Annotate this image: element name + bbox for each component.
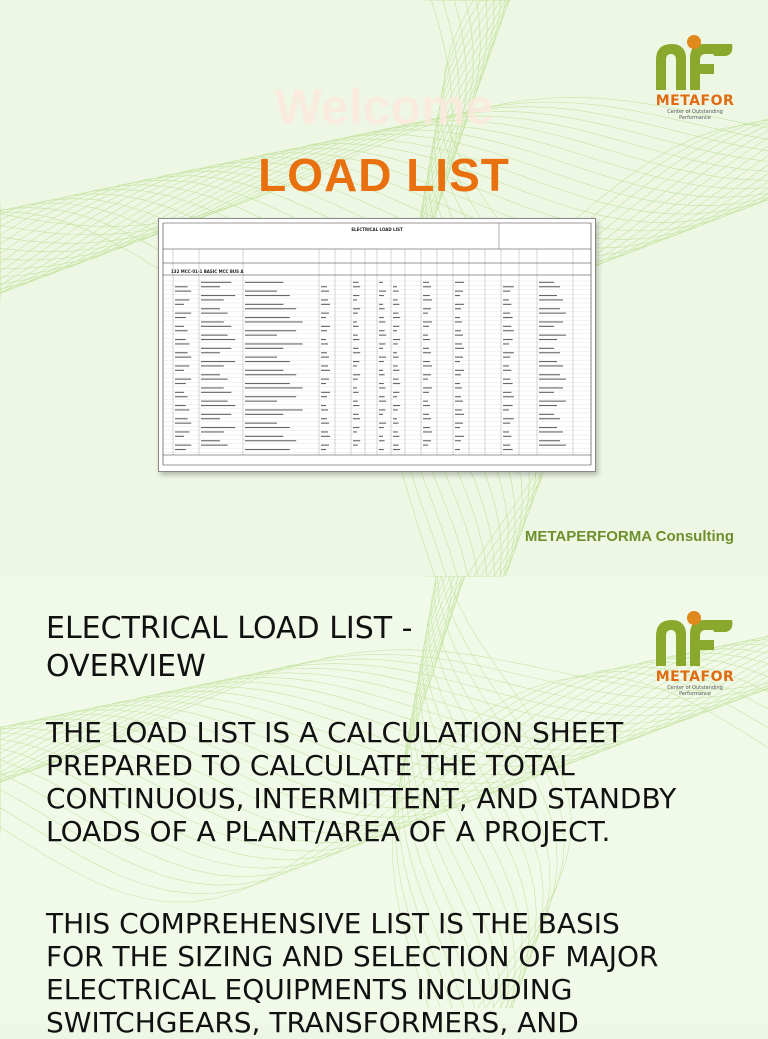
- overview-paragraph-1: [46, 716, 746, 848]
- logo-brand-text-2: METAFOR: [655, 669, 735, 685]
- welcome-text: Welcome: [274, 79, 494, 135]
- slide-title: LOAD LIST: [258, 149, 510, 201]
- para2-line: THIS COMPREHENSIVE LIST IS THE BASIS: [46, 907, 620, 940]
- overview-heading-line2: OVERVIEW: [46, 649, 206, 684]
- logo-tagline: Center of Outstanding Performance: [667, 109, 723, 121]
- load-list-spreadsheet-image: [158, 218, 596, 472]
- para2-line: ELECTRICAL EQUIPMENTS INCLUDING: [46, 973, 573, 1006]
- para1-line: LOADS OF A PLANT/AREA OF A PROJECT.: [46, 815, 611, 848]
- consulting-name: METAPERFORMA Consulting: [524, 528, 734, 545]
- metafor-logo-2: [654, 610, 736, 697]
- para2-line: FOR THE SIZING AND SELECTION OF MAJOR: [46, 940, 659, 973]
- overview-heading-line1: ELECTRICAL LOAD LIST -: [46, 611, 413, 646]
- para1-line: CONTINUOUS, INTERMITTENT, AND STANDBY: [46, 782, 677, 815]
- para1-line: THE LOAD LIST IS A CALCULATION SHEET: [46, 716, 624, 749]
- overview-heading: [46, 610, 413, 686]
- spreadsheet-grid: [159, 219, 595, 471]
- para2-line: SWITCHGEARS, TRANSFORMERS, AND: [46, 1006, 579, 1039]
- metafor-logo-icon-2: [654, 610, 736, 668]
- overview-paragraph-2: [46, 907, 746, 1039]
- spreadsheet-section-label: 132 MCC-01-1 BASIC MCC BUS A: [171, 269, 244, 274]
- spreadsheet-title: ELECTRICAL LOAD LIST: [351, 227, 403, 232]
- logo-tagline-2: Center of Outstanding Performance: [667, 685, 723, 697]
- logo-brand-text: METAFOR: [655, 93, 735, 109]
- para1-line: PREPARED TO CALCULATE THE TOTAL: [46, 749, 575, 782]
